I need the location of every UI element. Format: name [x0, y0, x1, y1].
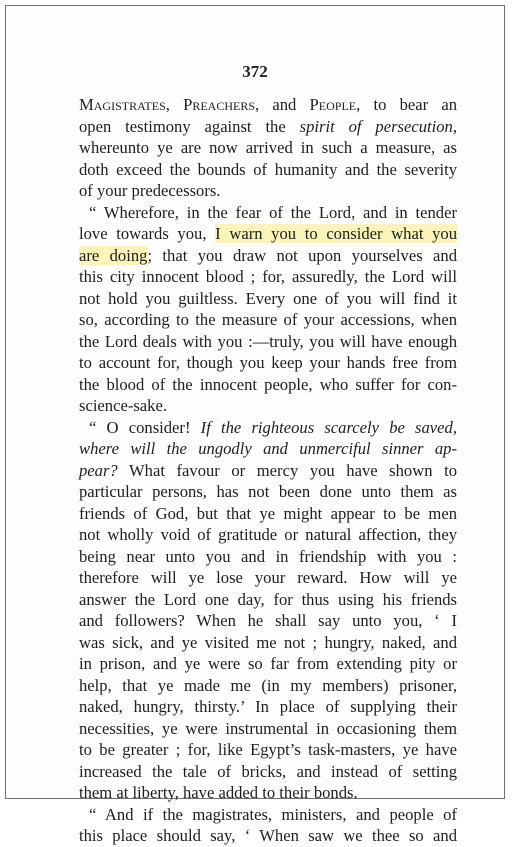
text-line — [79, 524, 457, 546]
text-segment: them at liberty, have added to their bonds. — [79, 783, 358, 802]
text-line — [79, 417, 457, 439]
highlighted-text: I warn you to consider what you — [215, 224, 458, 243]
text-line — [79, 804, 457, 826]
text-segment: not hold you guiltless. Every one of you will find it — [79, 288, 457, 308]
text-line — [79, 503, 457, 525]
highlighted-text: are doing — [79, 245, 148, 265]
text-segment: whereunto ye are now arrived in such a measure, as — [79, 138, 457, 157]
text-line — [79, 266, 457, 288]
text-segment: was sick, and ye visited me not ; hungry, naked, and — [79, 632, 457, 652]
text-segment: this place should say, ‘ When saw we thee so and — [79, 826, 457, 845]
text-line — [79, 94, 457, 116]
text-segment: naked, hungry, thirsty.’ In place of supplying their — [79, 697, 457, 716]
text-line — [79, 610, 457, 632]
text-line — [79, 761, 457, 783]
text-segment: ; that you draw not upon yourselves and — [147, 245, 457, 265]
text-segment: If the righteous scarcely be saved, — [200, 417, 457, 437]
text-line — [79, 137, 457, 159]
text-line — [79, 159, 457, 181]
text-segment: therefore will ye lose your reward. How will ye — [79, 568, 457, 587]
text-line — [79, 438, 457, 460]
text-segment: to bear an — [360, 95, 457, 114]
text-line — [79, 567, 457, 589]
text-line — [79, 653, 457, 675]
text-line — [79, 825, 457, 847]
text-segment: “ And if the magistrates, ministers, and people of — [89, 804, 457, 824]
text-segment: this city innocent blood ; for, assuredly, the Lord will — [79, 267, 457, 286]
page-text — [79, 94, 457, 847]
text-segment: particular persons, has not been done unto them as — [79, 482, 457, 501]
text-segment: to account for, though you keep your hands free from — [79, 353, 457, 372]
text-line — [79, 632, 457, 654]
text-line — [79, 460, 457, 482]
text-line — [79, 116, 457, 138]
text-segment: science-sake. — [79, 396, 167, 415]
text-segment: increased the tale of bricks, and instead of setting — [79, 761, 457, 781]
text-segment: being near unto you and in friendship with you : — [79, 546, 457, 566]
text-segment: answer the Lord one day, for thus using his friends — [79, 589, 457, 609]
text-line — [79, 245, 457, 267]
text-line — [79, 180, 457, 202]
text-segment: People, — [309, 95, 361, 114]
text-line — [79, 739, 457, 761]
text-segment: necessities, ye were instrumental in occasioning them — [79, 718, 457, 738]
text-line — [79, 782, 457, 804]
text-line — [79, 331, 457, 353]
text-segment: in prison, and ye were so far from extending pity or — [79, 654, 457, 673]
text-line — [79, 718, 457, 740]
text-segment: the blood of the innocent people, who suffer for con- — [79, 374, 457, 394]
text-segment: What favour or mercy you have shown to — [117, 460, 457, 480]
text-line — [79, 374, 457, 396]
text-segment: and followers? When he shall say unto you, ‘ I — [79, 611, 457, 630]
text-segment: not wholly void of gratitude or natural affection, they — [79, 525, 457, 544]
text-segment: and — [259, 95, 310, 114]
text-line — [79, 589, 457, 611]
page-number: 372 — [242, 62, 268, 81]
text-segment: “ O consider! — [89, 417, 201, 437]
text-segment: pear? — [79, 460, 118, 480]
text-segment: “ Wherefore, in the fear of the Lord, and in tender — [89, 202, 457, 222]
text-segment: the Lord deals with you :—truly, you will have enough — [79, 331, 457, 351]
text-segment: of your predecessors. — [79, 181, 221, 200]
text-segment: where will the ungodly and unmerciful sinner ap- — [79, 439, 457, 458]
text-line — [79, 546, 457, 568]
text-line — [79, 675, 457, 697]
text-segment: love towards you, — [79, 224, 216, 243]
text-line — [79, 352, 457, 374]
text-line — [79, 696, 457, 718]
text-segment: Magistrates, Preachers, — [79, 95, 260, 114]
text-line — [79, 223, 457, 245]
text-segment: open testimony against the — [79, 116, 300, 136]
text-segment: so, according to the measure of your accessions, when — [79, 310, 457, 329]
text-segment: friends of God, but that ye might appear to be men — [79, 503, 457, 523]
text-line — [79, 202, 457, 224]
page-frame — [5, 5, 505, 845]
text-segment: help, that ye made me (in my members) prisoner, — [79, 675, 457, 695]
text-line — [79, 309, 457, 331]
text-line — [79, 288, 457, 310]
text-segment: doth exceed the bounds of humanity and the severity — [79, 159, 457, 179]
text-line — [79, 395, 457, 417]
text-segment: spirit of persecution, — [299, 116, 457, 136]
text-line — [79, 481, 457, 503]
text-segment: to be greater ; for, like Egypt’s task-masters, ye have — [79, 740, 457, 759]
